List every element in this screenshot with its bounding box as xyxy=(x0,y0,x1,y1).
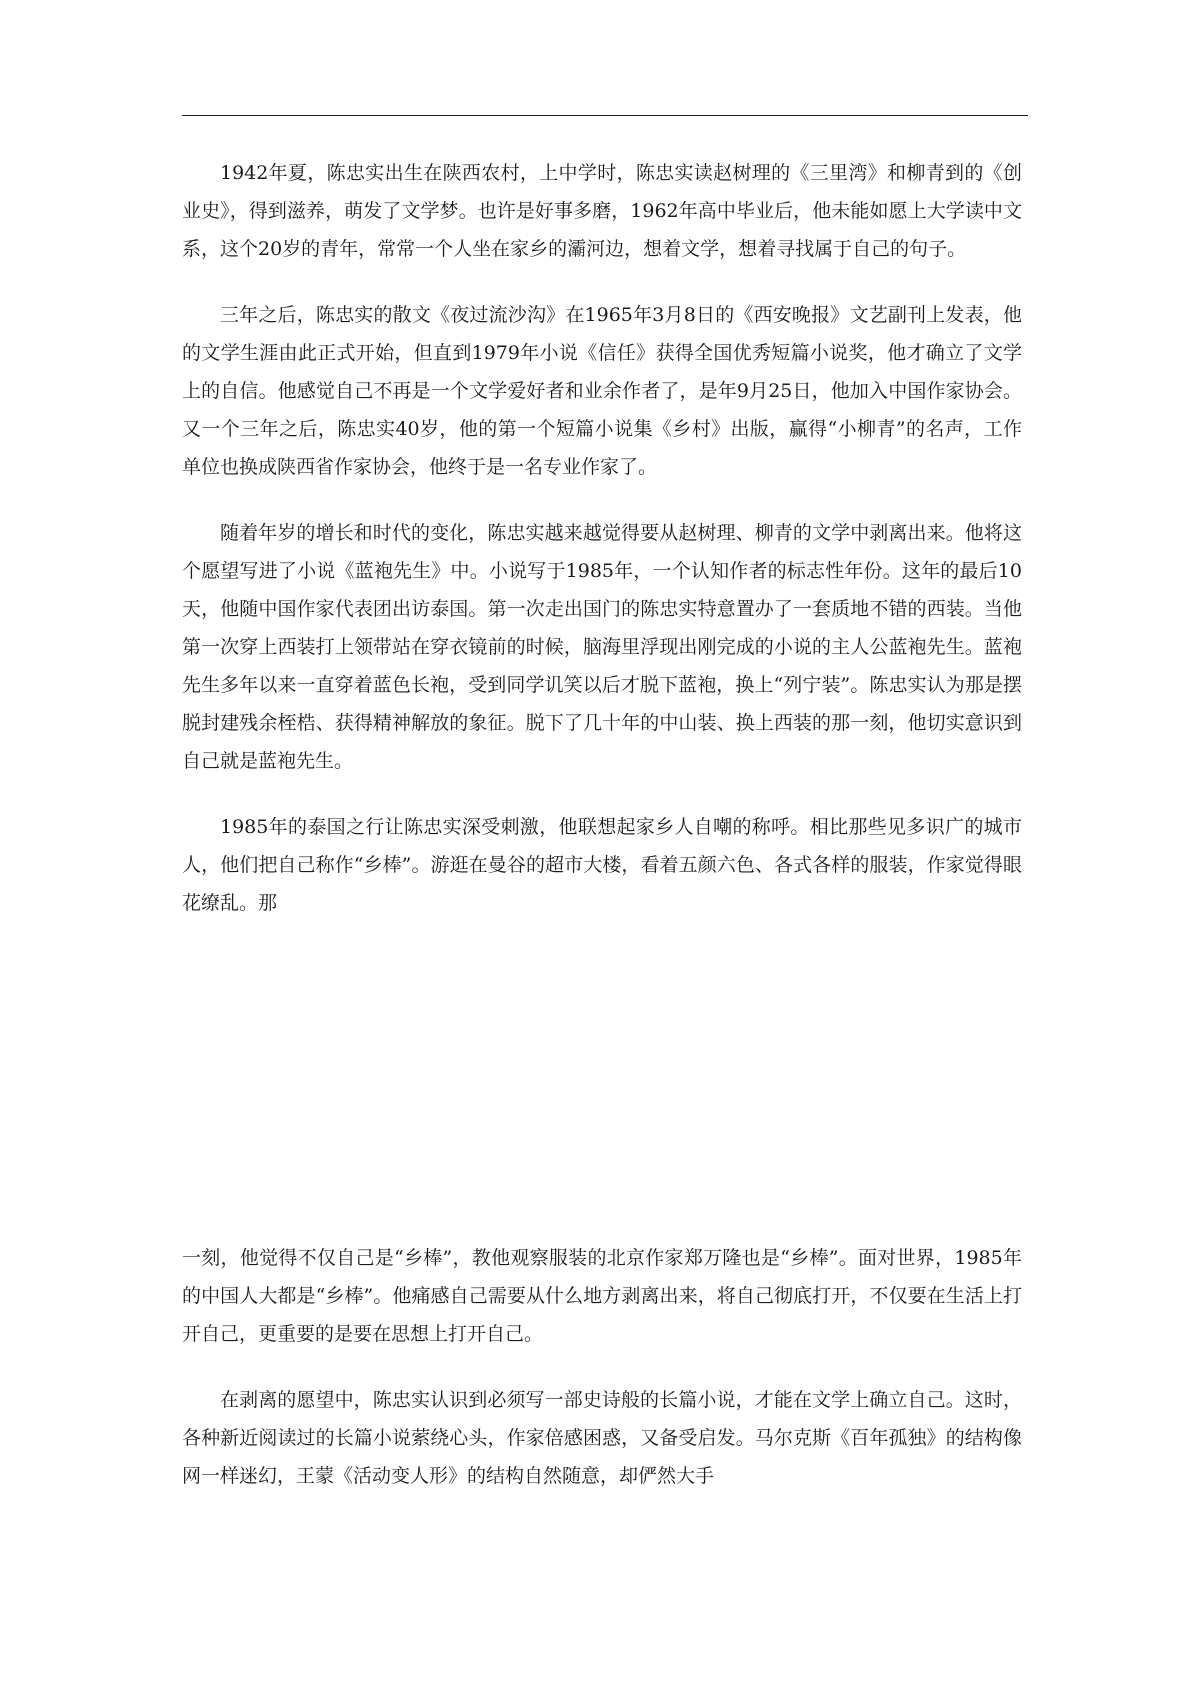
paragraph-4: 1985年的泰国之行让陈忠实深受刺激，他联想起家乡人自嘲的称呼。相比那些见多识广的城市人，他们把自己称作“乡棒”。游逛在曼谷的超市大楼，看着五颜六色、各式各样的服装，作家觉得眼花缭乱。那 xyxy=(182,816,1022,914)
text-block-lower xyxy=(182,1239,1022,1495)
header-rule xyxy=(182,115,1028,116)
paragraph-6: 在剥离的愿望中，陈忠实认识到必须写一部史诗般的长篇小说，才能在文学上确立自己。这时，各种新近阅读过的长篇小说萦绕心头，作家倍感困惑，又备受启发。马尔克斯《百年孤独》的结构像网一样迷幻，王蒙《活动变人形》的结构自然随意，却俨然大手 xyxy=(182,1389,1022,1487)
paragraph-5: 一刻，他觉得不仅自己是“乡棒”，教他观察服装的北京作家郑万隆也是“乡棒”。面对世界，1985年的中国人大都是“乡棒”。他痛感自己需要从什么地方剥离出来，将自己彻底打开，不仅要在生活上打开自己，更重要的是要在思想上打开自己。 xyxy=(182,1247,1022,1345)
paragraph-1: 1942年夏，陈忠实出生在陕西农村，上中学时，陈忠实读赵树理的《三里湾》和柳青到的《创业史》，得到滋养，萌发了文学梦。也许是好事多磨，1962年高中毕业后，他未能如愿上大学读中文系，这个20岁的青年，常常一个人坐在家乡的灞河边，想着文学，想着寻找属于自己的句子。 xyxy=(182,162,1022,260)
paragraph-2: 三年之后，陈忠实的散文《夜过流沙沟》在1965年3月8日的《西安晚报》文艺副刊上发表，他的文学生涯由此正式开始，但直到1979年小说《信任》获得全国优秀短篇小说奖，他才确立了文学上的自信。他感觉自己不再是一个文学爱好者和业余作者了，是年9月25日，他加入中国作家协会。又一个三年之后，陈忠实40岁，他的第一个短篇小说集《乡村》出版，赢得“小柳青”的名声，工作单位也换成陕西省作家协会，他终于是一名专业作家了。 xyxy=(182,304,1022,478)
text-block-upper xyxy=(182,154,1022,922)
paragraph-3: 随着年岁的增长和时代的变化，陈忠实越来越觉得要从赵树理、柳青的文学中剥离出来。他将这个愿望写进了小说《蓝袍先生》中。小说写于1985年，一个认知作者的标志性年份。这年的最后10天，他随中国作家代表团出访泰国。第一次走出国门的陈忠实特意置办了一套质地不错的西装。当他第一次穿上西装打上领带站在穿衣镜前的时候，脑海里浮现出刚完成的小说的主人公蓝袍先生。蓝袍先生多年以来一直穿着蓝色长袍，受到同学讥笑以后才脱下蓝袍，换上“列宁装”。陈忠实认为那是摆脱封建残余桎梏、获得精神解放的象征。脱下了几十年的中山装、换上西装的那一刻，他切实意识到自己就是蓝袍先生。 xyxy=(182,522,1022,772)
